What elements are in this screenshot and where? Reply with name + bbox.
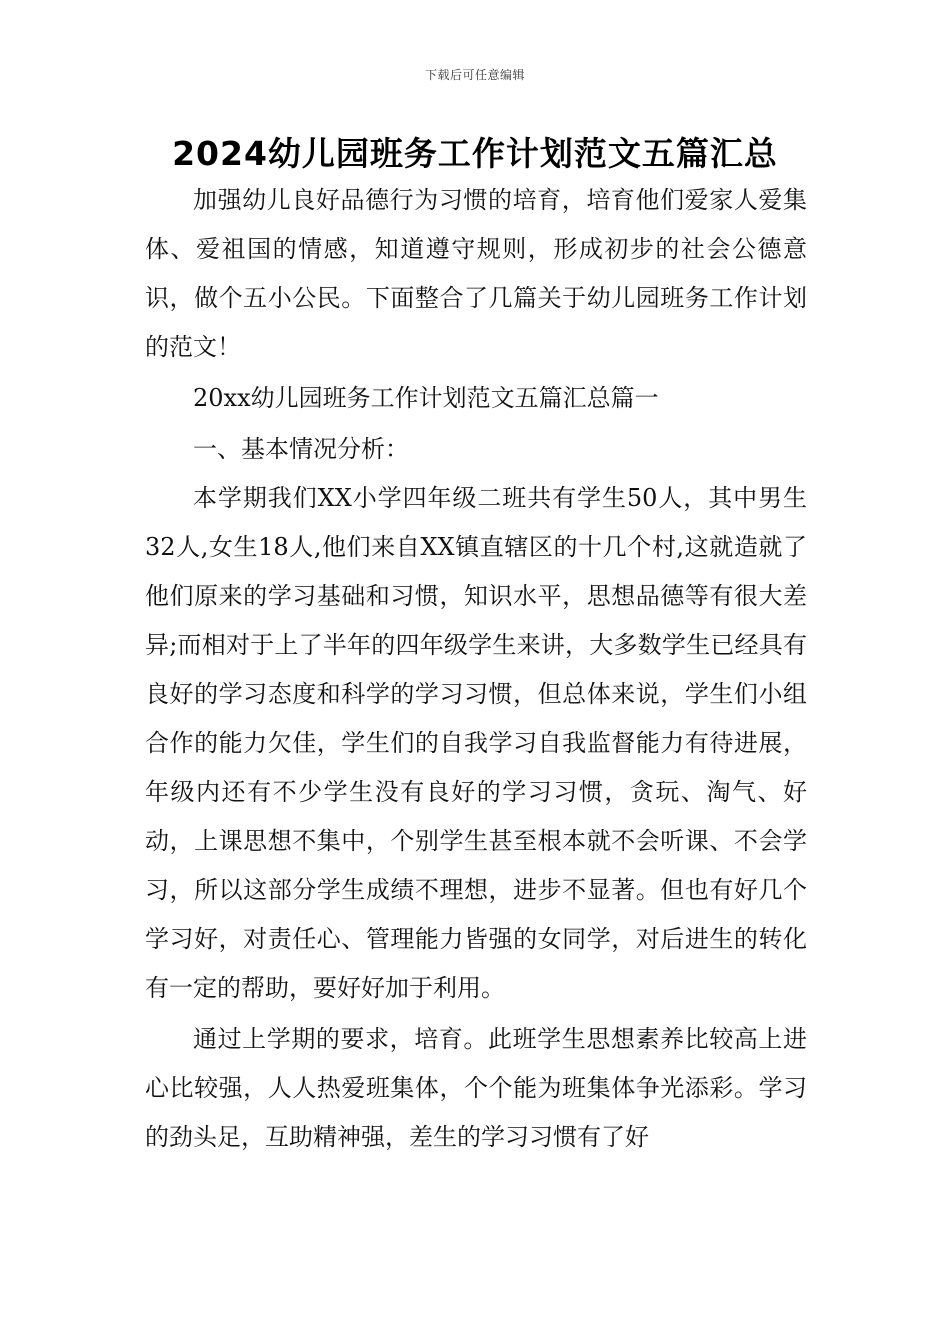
- subsection-heading: 一、基本情况分析：: [193, 435, 409, 463]
- section-title: 20xx幼儿园班务工作计划范文五篇汇总篇一: [193, 384, 659, 412]
- intro-paragraph: 加强幼儿良好品德行为习惯的培育，培育他们爱家人爱集体、爱祖国的情感，知道遵守规则，形成初步的社会公德意识，做个五小公民。下面整合了几篇关于幼儿园班务工作计划的范文！: [145, 186, 807, 361]
- document-body: [145, 176, 807, 1162]
- body-paragraph: 本学期我们XX小学四年级二班共有学生50人，其中男生32人,女生18人,他们来自XX镇直辖区的十几个村,这就造就了他们原来的学习基础和习惯，知识水平，思想品德等有很大差异;而相对于上了半年的四年级学生来讲，大多数学生已经具有良好的学习态度和科学的学习习惯，但总体来说，学生们小组合作的能力欠佳，学生们的自我学习自我监督能力有待进展，年级内还有不少学生没有良好的学习习惯，贪玩、淘气、好动，上课思想不集中，个别学生甚至根本就不会听课、不会学习，所以这部分学生成绩不理想，进步不显著。但也有好几个学习好，对责任心、管理能力皆强的女同学，对后进生的转化有一定的帮助，要好好加于利用。: [145, 484, 807, 1002]
- body-paragraph: 通过上学期的要求，培育。此班学生思想素养比较高上进心比较强，人人热爱班集体，个个能为班集体争光添彩。学习的劲头足，互助精神强，差生的学习习惯有了好: [145, 1025, 807, 1151]
- header-note: 下载后可任意编辑: [424, 68, 525, 82]
- document-title: 2024幼儿园班务工作计划范文五篇汇总: [172, 134, 778, 173]
